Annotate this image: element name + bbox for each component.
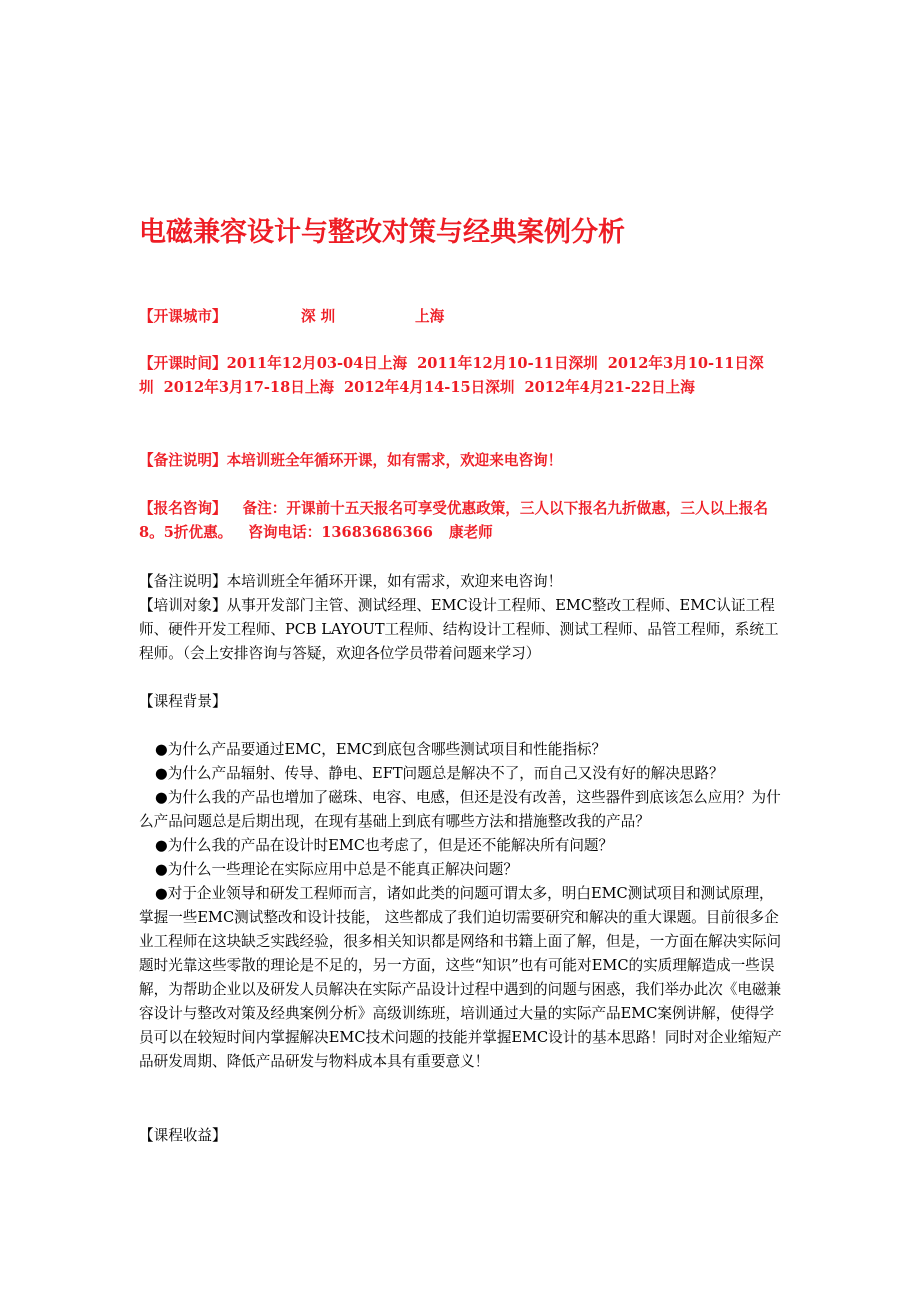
city-shanghai: 上海: [415, 308, 445, 325]
list-item: ●为什么一些理论在实际应用中总是不能真正解决问题？: [155, 861, 518, 878]
remark-text: 本培训班全年循环开课，如有需求，欢迎来电咨询！: [226, 573, 563, 590]
time-item: 2012年4月21-22日上海: [524, 379, 695, 396]
list-item: ●为什么我的产品也增加了磁珠、电容、电感，但还是没有改善，这些器件到底该怎么应用？为什么产品问题总是后期出现，在现有基础上到底有哪些方法和措施整改我的产品？: [139, 789, 781, 830]
remark: [139, 570, 787, 594]
cities-label: 【开课城市】: [139, 308, 227, 325]
target-text: 从事开发部门主管、测试经理、EMC设计工程师、EMC整改工程师、EMC认证工程师、硬件开发工程师、PCB LAYOUT工程师、结构设计工程师、测试工程师、品管工程师，系统工程师。（会上安排咨询与答疑，欢迎各位学员带着问题来学习）: [139, 597, 779, 662]
signup-info: [139, 497, 787, 545]
list-item: ●为什么产品辐射、传导、静电、EFT问题总是解决不了，而自己又没有好的解决思路？: [155, 765, 724, 782]
background-heading: 【课程背景】: [139, 693, 227, 710]
signup-text: 备注：开课前十五天报名可享受优惠政策，三人以下报名九折做惠，三人以上报名8。5折优惠。: [139, 500, 768, 541]
background-bullets: [139, 738, 787, 1074]
list-item: ●为什么我的产品在设计时EMC也考虑了，但是还不能解决所有问题？: [155, 837, 614, 854]
city-shenzhen: 深 圳: [301, 308, 336, 325]
signup-phone: 咨询电话：13683686366: [248, 524, 433, 541]
benefits-heading: 【课程收益】: [139, 1127, 227, 1144]
training-target: [139, 594, 787, 666]
target-label: 【培训对象】: [139, 597, 227, 614]
red-remark-text: 本培训班全年循环开课，如有需求，欢迎来电咨询！: [226, 452, 563, 469]
time-item: 2011年12月10-11日深圳: [417, 355, 598, 372]
remark-label: 【备注说明】: [139, 573, 227, 590]
red-remark-label: 【备注说明】: [139, 452, 227, 469]
course-times: [139, 352, 787, 400]
document-title: 电磁兼容设计与整改对策与经典案例分析: [139, 217, 625, 248]
document-page: [139, 0, 787, 1302]
time-item: 2011年12月03-04日上海: [226, 355, 408, 372]
red-remark: [139, 449, 787, 473]
course-cities: [139, 305, 787, 329]
signup-label: 【报名咨询】: [139, 500, 227, 517]
times-label: 【开课时间】: [139, 355, 227, 372]
list-item: ●为什么产品要通过EMC，EMC到底包含哪些测试项目和性能指标？: [155, 741, 607, 758]
list-item: ●对于企业领导和研发工程师而言，诸如此类的问题可谓太多，明白EMC测试项目和测试原理，掌握一些EMC测试整改和设计技能， 这些都成了我们迫切需要研究和解决的重大课题。目前很多企业工程师在这块缺乏实践经验，很多相关知识都是网络和书籍上面了解，但是，一方面在解决实际问题时光靠这些零散的理论是不足的，另一方面，这些“知识”也有可能对EMC的实质理解造成一些误解，为帮助企业以及研发人员解决在实际产品设计过程中遇到的问题与困惑，我们举办此次《电磁兼容设计与整改对策及经典案例分析》高级训练班，培训通过大量的实际产品EMC案例讲解，使得学员可以在较短时间内掌握解决EMC技术问题的技能并掌握EMC设计的基本思路！同时对企业缩短产品研发周期、降低产品研发与物料成本具有重要意义！: [139, 885, 782, 1070]
time-item: 2012年3月17-18日上海: [163, 379, 335, 396]
signup-contact: 康老师: [448, 524, 493, 541]
time-item: 2012年3月10-11日深圳: [139, 355, 764, 396]
time-item: 2012年4月14-15日深圳: [344, 379, 515, 396]
